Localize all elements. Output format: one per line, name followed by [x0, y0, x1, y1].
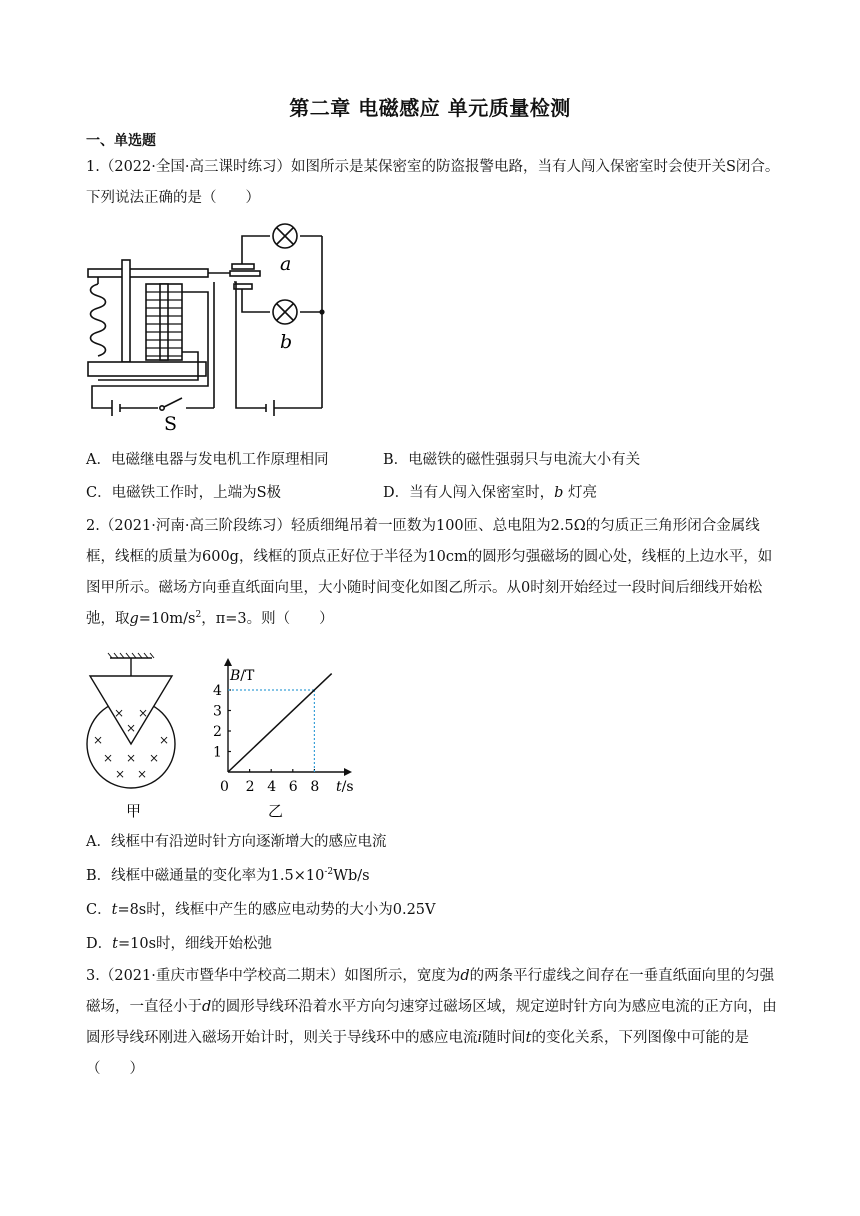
lamp-a-label: a [280, 253, 292, 275]
svg-text:×: × [92, 733, 104, 747]
x-axis-arrow-icon [344, 768, 352, 776]
lamp-b-icon [273, 300, 297, 324]
svg-text:×: × [158, 733, 170, 747]
svg-text:×: × [148, 751, 160, 765]
lamp-a-icon [273, 224, 297, 248]
series-line [228, 674, 332, 772]
section-heading: 一、单选题 [86, 133, 156, 149]
q1-option-d: D．当有人闯入保密室时，b 灯亮 [383, 485, 598, 501]
question-text: 如图所示是某保密室的防盗报警电路，当有人闯入保密室时会使开关S闭合。下列说法正确的是（ ） [86, 159, 780, 206]
page-title: 第二章 电磁感应 单元质量检测 [289, 96, 571, 120]
x-tick-label: 4 [267, 779, 277, 795]
question-source: （2021·河南·高三阶段练习） [99, 518, 291, 534]
svg-text:×: × [125, 751, 137, 765]
svg-text:×: × [113, 706, 125, 720]
svg-text:×: × [102, 751, 114, 765]
question-number: 3 [86, 968, 96, 984]
y-axis-arrow-icon [224, 658, 232, 666]
question-2-stem: 2.（2021·河南·高三阶段练习）轻质细绳吊着一匝数为100匝、总电阻为2.5Ω的匀质正三角形闭合金属线框，线框的质量为600g，线框的顶点正好位于半径为10cm的圆形匀强磁场的圆心处，线框的上边水平，如图甲所示。磁场方向垂直纸面向里，大小随时间变化如图乙所示。从0时刻开始经过一段时间后细线开始松弛，取$g=10m/s^2$，π=3。则（ ） [86, 518, 773, 627]
x-tick-label: 6 [288, 779, 298, 795]
svg-text:×: × [125, 721, 137, 735]
hanging-frame-figure [80, 652, 190, 822]
question-number: 1 [86, 159, 96, 175]
question-1-stem: 1.（2022·全国·高三课时练习）如图所示是某保密室的防盗报警电路，当有人闯入保密室时会使开关S闭合。下列说法正确的是（ ） [86, 159, 780, 206]
question-source: （2022·全国·高三课时练习） [99, 159, 291, 175]
q1-option-a: A．电磁继电器与发电机工作原理相同 [86, 452, 329, 468]
figure-caption-yi: 乙 [268, 802, 284, 820]
q1-option-b: B．电磁铁的磁性强弱只与电流大小有关 [383, 452, 641, 468]
x-tick-label: 8 [310, 779, 320, 795]
question-number: 2 [86, 518, 96, 534]
y-tick-label: 1 [213, 744, 222, 761]
lamp-b-label: b [280, 331, 293, 353]
svg-text:×: × [136, 767, 148, 781]
x-tick-label: 2 [245, 779, 255, 795]
q2-option-c: C．t=8s时，线框中产生的感应电动势的大小为0.25V [86, 902, 436, 918]
q2-option-d: D．t=10s时，细线开始松弛 [86, 936, 273, 952]
y-tick-label: 2 [213, 724, 222, 740]
question-text: 轻质细绳吊着一匝数为100匝、总电阻为2.5Ω的匀质正三角形闭合金属线框，线框的质量为600g，线框的顶点正好位于半径为10cm的圆形匀强磁场的圆心处，线框的上边水平，如图甲所示。磁场方向垂直纸面向里，大小随时间变化如图乙所示。从0时刻开始经过一段时间后细线开始松弛，取 [86, 518, 773, 627]
svg-text:×: × [137, 706, 149, 720]
b-t-chart [206, 648, 356, 823]
y-tick-label: 3 [213, 703, 222, 720]
y-tick-label: 4 [213, 683, 222, 699]
switch-label: S [164, 413, 178, 434]
q2-option-b: B．线框中磁通量的变化率为$1.5\times 10^{-2}Wb/s$ [86, 867, 370, 884]
x-tick-label: 0 [220, 779, 229, 795]
q1-option-c: C．电磁铁工作时，上端为S极 [86, 485, 282, 501]
figure-caption-jia: 甲 [126, 802, 142, 820]
x-axis-label: t/s [336, 779, 354, 795]
question-source: （2021·重庆市暨华中学校高二期末） [99, 968, 345, 984]
question-3-stem: 3.（2021·重庆市暨华中学校高二期末）如图所示，宽度为d的两条平行虚线之间存在一垂直纸面向里的匀强磁场，一直径小于d的圆形导线环沿着水平方向匀速穿过磁场区域，规定逆时针方向为感应电流的正方向，由圆形导线环刚进入磁场开始计时，则关于导线环中的感应电流i随时间t的变化关系，下列图像中可能的是（ ） [86, 968, 777, 1077]
y-axis-label: B/T [230, 668, 255, 684]
q2-option-a: A．线框中有沿逆时针方向逐渐增大的感应电流 [86, 834, 387, 850]
alarm-circuit-figure [84, 222, 344, 434]
svg-text:×: × [114, 767, 126, 781]
